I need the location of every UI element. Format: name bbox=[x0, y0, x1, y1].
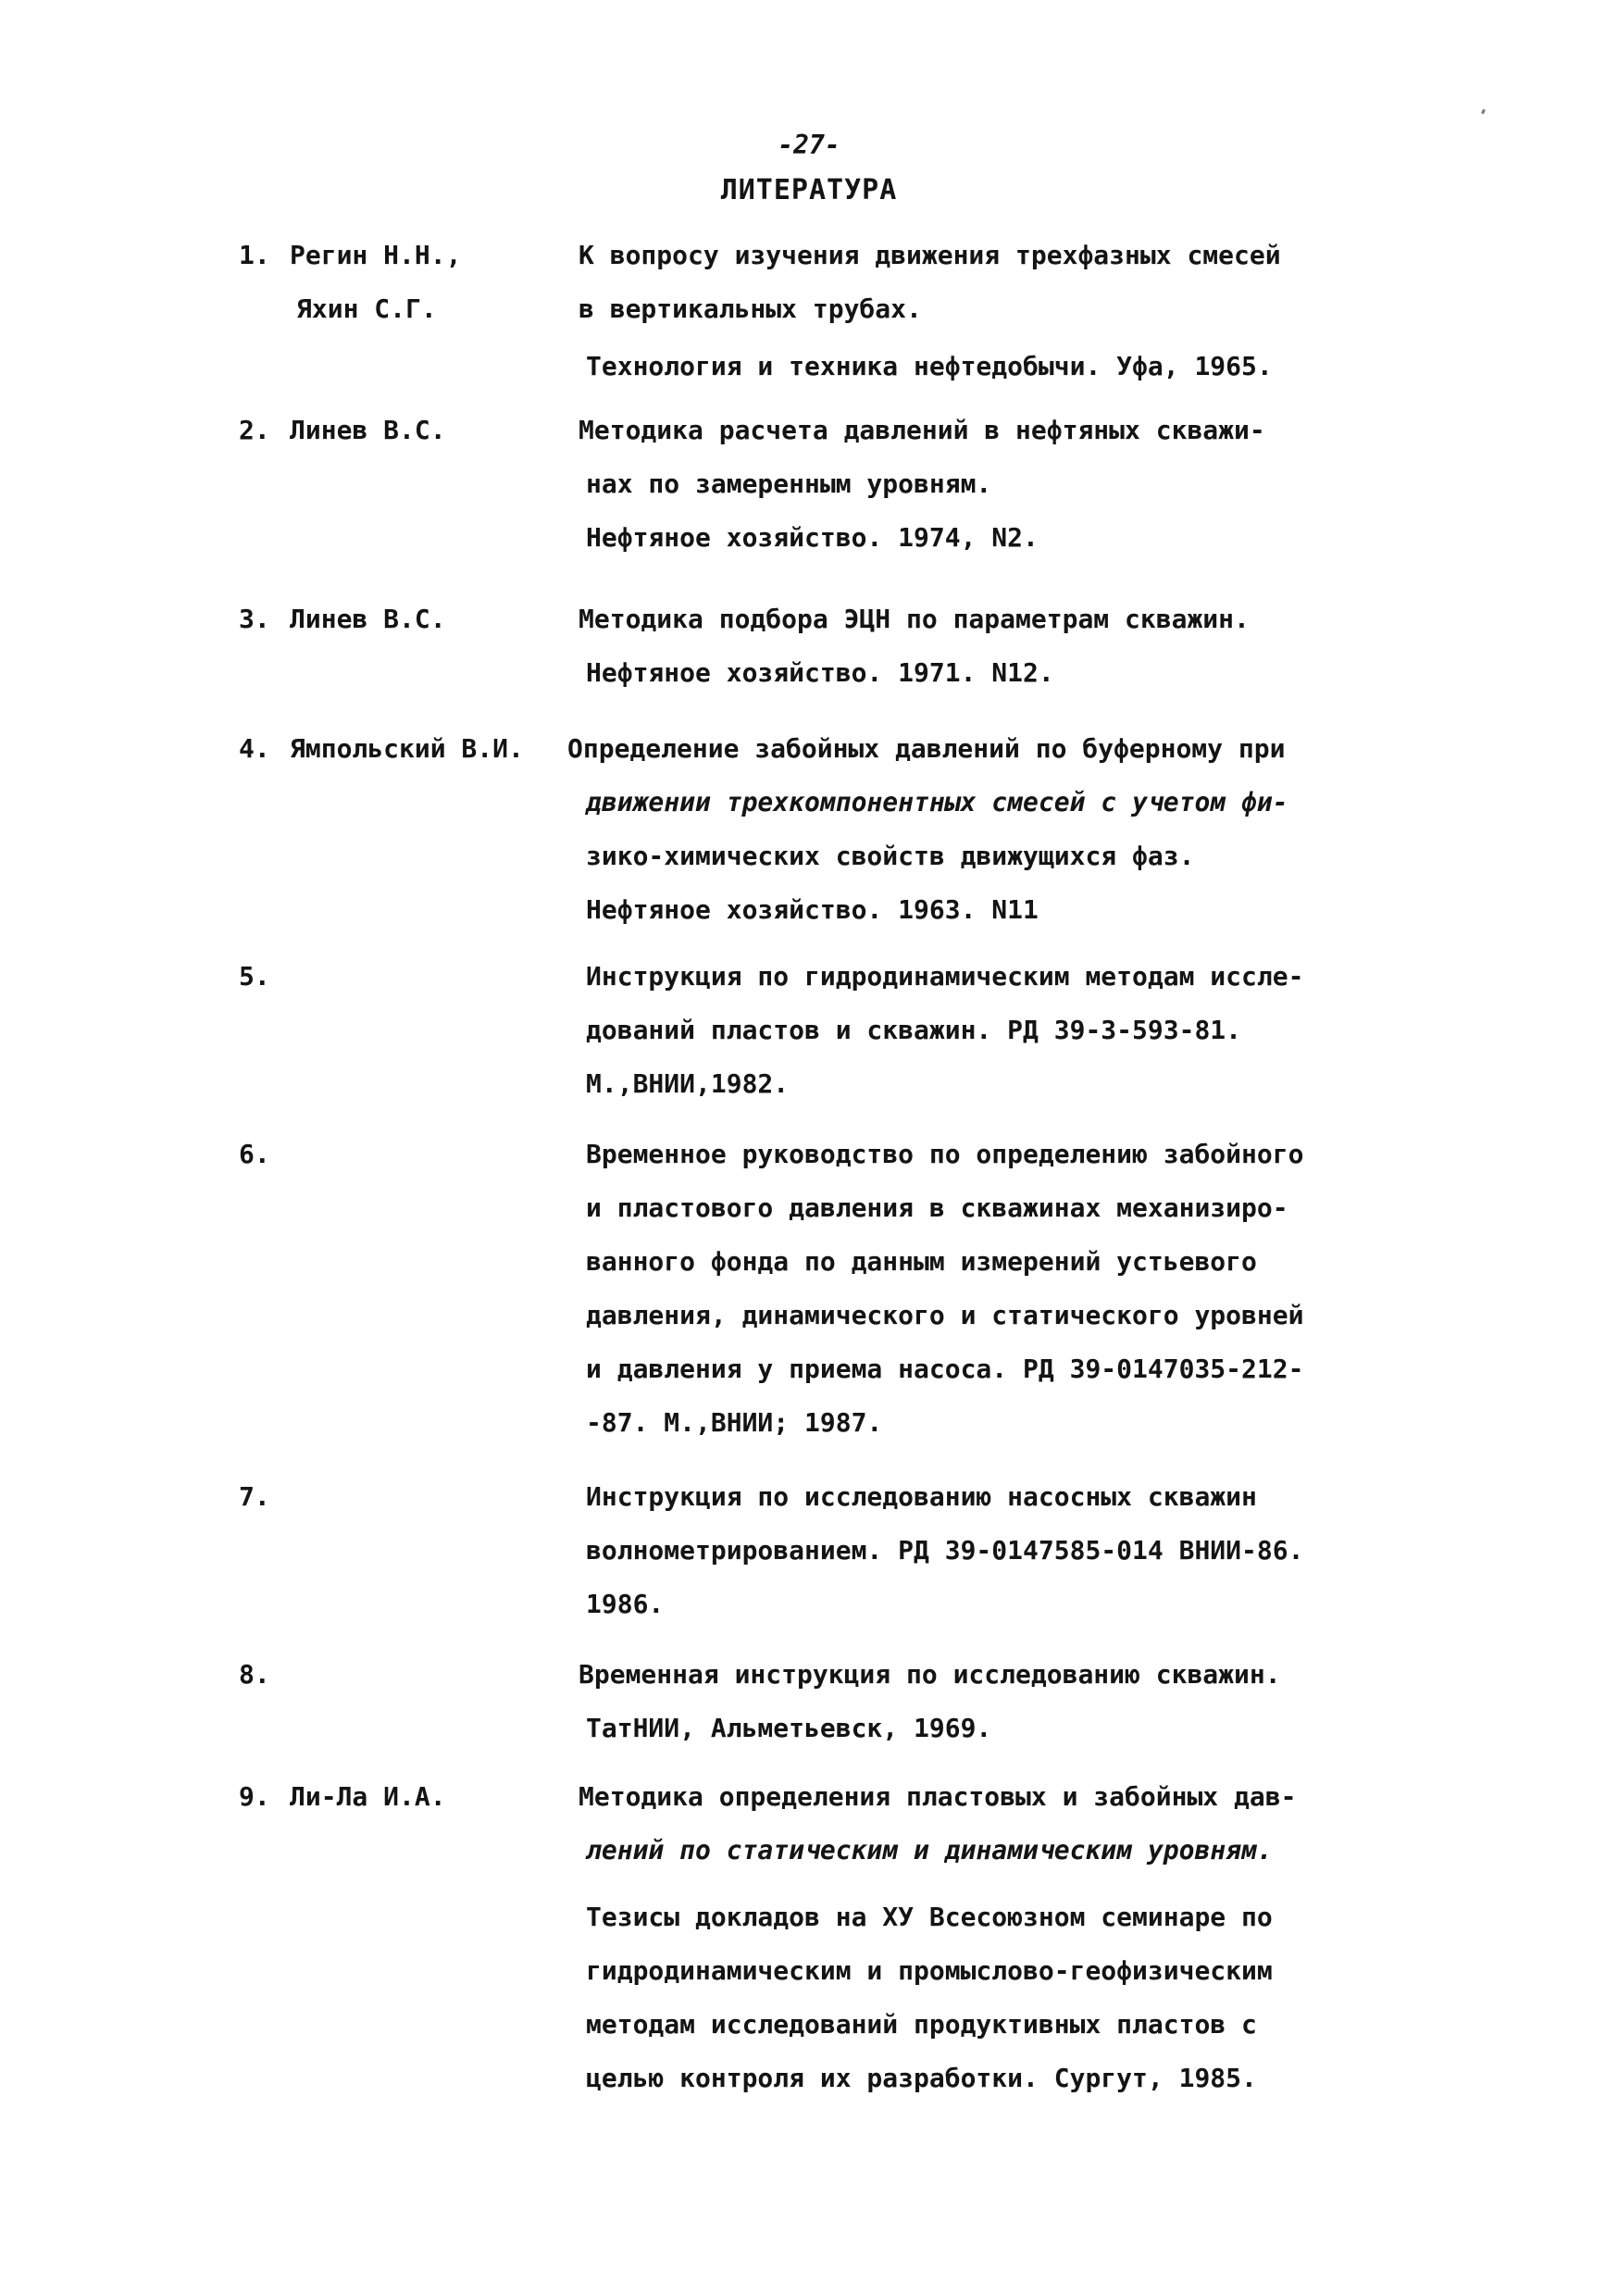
reference-body bbox=[579, 404, 1265, 565]
reference-line: 1986. bbox=[586, 1589, 665, 1619]
reference-author: Линев В.С. bbox=[290, 604, 446, 634]
reference-author: Регин Н.Н., bbox=[290, 240, 462, 270]
reference-body bbox=[567, 722, 1288, 937]
reference-line: нах по замеренным уровням. bbox=[586, 468, 992, 499]
reference-line: -87. М.,ВНИИ; 1987. bbox=[586, 1407, 883, 1438]
reference-author: Линев В.С. bbox=[290, 415, 446, 445]
reference-line: и пластового давления в скважинах механизиро- bbox=[586, 1192, 1288, 1223]
reference-line: дований пластов и скважин. РД 39-3-593-81. bbox=[586, 1015, 1242, 1045]
reference-line: и давления у приема насоса. РД 39-0147035-212- bbox=[586, 1354, 1304, 1384]
reference-number: 1. bbox=[239, 240, 270, 270]
reference-authors bbox=[290, 593, 446, 646]
reference-line: гидродинамическим и промыслово-геофизическим bbox=[586, 1955, 1273, 1986]
reference-line: К вопросу изучения движения трехфазных смесей bbox=[579, 240, 1281, 270]
reference-line: методам исследований продуктивных пластов с bbox=[586, 2009, 1257, 2040]
bibliography-heading: ЛИТЕРАТУРА bbox=[720, 174, 898, 206]
reference-number: 4. bbox=[239, 733, 270, 764]
page-number: -27- bbox=[778, 130, 840, 160]
reference-authors bbox=[290, 1770, 446, 1824]
reference-body bbox=[579, 1470, 1303, 1631]
reference-line: в вертикальных трубах. bbox=[579, 293, 922, 324]
reference-line: Нефтяное хозяйство. 1971. N12. bbox=[586, 657, 1054, 688]
reference-line: ванного фонда по данным измерений устьевого bbox=[586, 1246, 1257, 1277]
reference-number: 5. bbox=[239, 961, 270, 992]
reference-line: Инструкция по гидродинамическим методам иссле- bbox=[586, 961, 1304, 992]
scan-speck bbox=[1481, 109, 1486, 115]
reference-line: движении трехкомпонентных смесей с учетом фи- bbox=[586, 787, 1288, 817]
reference-line: лений по статическим и динамическим уровням. bbox=[586, 1835, 1273, 1866]
reference-number: 9. bbox=[239, 1781, 270, 1812]
reference-author: Ямпольский В.И. bbox=[290, 733, 524, 764]
reference-line: Нефтяное хозяйство. 1974, N2. bbox=[586, 522, 1039, 553]
reference-authors bbox=[290, 229, 461, 336]
reference-line: Инструкция по исследованию насосных скважин bbox=[586, 1481, 1257, 1512]
reference-number: 2. bbox=[239, 415, 270, 445]
reference-number: 7. bbox=[239, 1481, 270, 1512]
reference-body bbox=[579, 950, 1303, 1111]
reference-line: Временное руководство по определению забойного bbox=[586, 1139, 1304, 1169]
reference-number: 3. bbox=[239, 604, 270, 634]
reference-authors bbox=[290, 404, 446, 457]
reference-line: давления, динамического и статического уровней bbox=[586, 1300, 1304, 1330]
reference-line: зико-химических свойств движущихся фаз. bbox=[586, 841, 1195, 871]
reference-line: ТатНИИ, Альметьевск, 1969. bbox=[586, 1713, 992, 1743]
reference-line: целью контроля их разработки. Сургут, 1985. bbox=[586, 2063, 1257, 2093]
reference-line: М.,ВНИИ,1982. bbox=[586, 1068, 790, 1099]
reference-line: Тезисы докладов на XУ Всесоюзном семинаре по bbox=[586, 1902, 1273, 1932]
reference-line: Временная инструкция по исследованию скважин. bbox=[579, 1659, 1281, 1690]
reference-number: 6. bbox=[239, 1139, 270, 1169]
reference-body bbox=[579, 1770, 1296, 2105]
reference-author: Ли-Ла И.А. bbox=[290, 1781, 446, 1812]
reference-body bbox=[579, 229, 1281, 393]
reference-number: 8. bbox=[239, 1659, 270, 1690]
reference-body bbox=[579, 1648, 1281, 1755]
reference-line: Методика определения пластовых и забойных дав- bbox=[579, 1781, 1297, 1812]
reference-authors bbox=[290, 722, 524, 776]
reference-author: Яхин С.Г. bbox=[296, 293, 437, 324]
reference-body bbox=[579, 1128, 1303, 1450]
reference-line: Методика расчета давлений в нефтяных скважи- bbox=[579, 415, 1265, 445]
reference-line: волнометрированием. РД 39-0147585-014 ВНИИ-86. bbox=[586, 1535, 1304, 1566]
reference-body bbox=[579, 593, 1250, 700]
reference-line: Определение забойных давлений по буферному при bbox=[567, 733, 1286, 764]
reference-line: Методика подбора ЭЦН по параметрам скважин. bbox=[579, 604, 1250, 634]
reference-line: Технология и техника нефтедобычи. Уфа, 1965. bbox=[586, 351, 1273, 381]
reference-line: Нефтяное хозяйство. 1963. N11 bbox=[586, 894, 1039, 925]
